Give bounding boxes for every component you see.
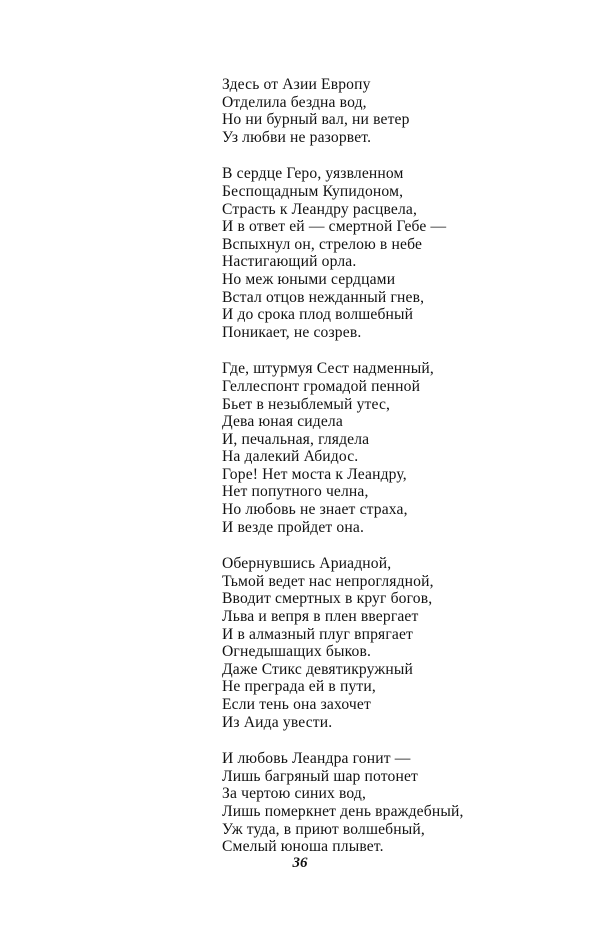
- verse-line: Льва и вепря в плен ввергает: [222, 608, 419, 626]
- verse-line: Лишь померкнет день враждебный,: [222, 802, 464, 820]
- stanza: [222, 555, 582, 731]
- verse-line: Где, штурмуя Сест надменный,: [222, 360, 434, 378]
- verse-line: Огнедышащих быков.: [222, 643, 372, 661]
- stanza: [222, 165, 582, 341]
- verse-line: Из Аида увести.: [222, 713, 333, 731]
- verse-line: Но меж юными сердцами: [222, 270, 396, 288]
- page-number: 36: [292, 855, 308, 871]
- verse-line: Вводит смертных в круг богов,: [222, 590, 433, 608]
- verse-line: Обернувшись Ариадной,: [222, 555, 392, 573]
- verse-line: В сердце Геро, уязвленном: [222, 165, 404, 183]
- verse-line: Но ни бурный вал, ни ветер: [222, 111, 410, 129]
- verse-line: Смелый юноша плывет.: [222, 838, 384, 856]
- verse-line: Дева юная сидела: [222, 413, 343, 431]
- verse-line: Даже Стикс девятикружный: [222, 660, 413, 678]
- verse-line: Геллеспонт громадой пенной: [222, 377, 421, 395]
- stanza: [222, 76, 582, 146]
- stanza: [222, 360, 582, 536]
- verse-line: И, печальная, глядела: [222, 430, 370, 448]
- verse-line: На далекий Абидос.: [222, 448, 359, 466]
- stanza: [222, 750, 582, 856]
- verse-line: Не преграда ей в пути,: [222, 678, 376, 696]
- verse-line: Настигающий орла.: [222, 253, 357, 271]
- verse-line: Отделила бездна вод,: [222, 93, 367, 111]
- verse-line: И до срока плод волшебный: [222, 306, 414, 324]
- poem-text: [222, 76, 582, 875]
- verse-line: Страсть к Леандру расцвела,: [222, 200, 418, 218]
- verse-line: Лишь багряный шар потонет: [222, 767, 419, 785]
- verse-line: Беспощадным Купидоном,: [222, 182, 404, 200]
- verse-line: Тьмой ведет нас непроглядной,: [222, 572, 434, 590]
- verse-line: Встал отцов нежданный гнев,: [222, 288, 425, 306]
- verse-line: Нет попутного челна,: [222, 483, 369, 501]
- verse-line: Если тень она захочет: [222, 696, 371, 713]
- verse-line: И любовь Леандра гонит —: [222, 750, 411, 768]
- verse-line: Поникает, не созрев.: [222, 323, 362, 341]
- verse-line: И в алмазный плуг впрягает: [222, 625, 414, 643]
- verse-line: Здесь от Азии Европу: [222, 76, 371, 93]
- verse-line: Уз любви не разорвет.: [222, 128, 372, 146]
- verse-line: Уж туда, в приют волшебный,: [222, 820, 425, 838]
- verse-line: Бьет в незыблемый утес,: [222, 395, 391, 413]
- verse-line: Но любовь не знает страха,: [222, 501, 408, 519]
- verse-line: И в ответ ей — смертной Гебе —: [222, 218, 447, 236]
- verse-line: За чертою синих вод,: [222, 785, 367, 803]
- verse-line: Горе! Нет моста к Леандру,: [222, 465, 407, 483]
- verse-line: И везде пройдет она.: [222, 518, 364, 536]
- verse-line: Вспыхнул он, стрелою в небе: [222, 235, 423, 253]
